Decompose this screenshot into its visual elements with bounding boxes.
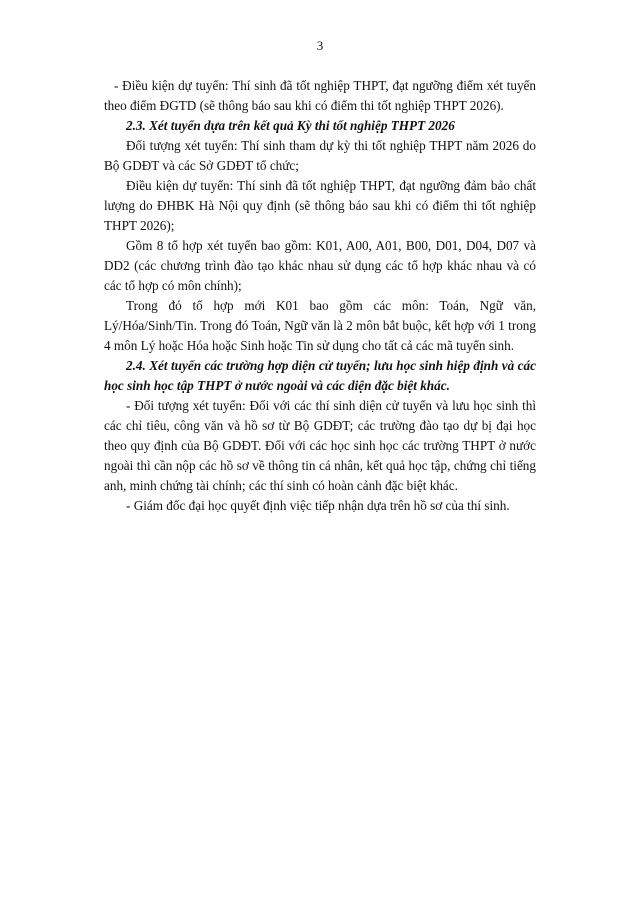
paragraph-subject-combinations: Gồm 8 tổ hợp xét tuyển bao gồm: K01, A00, A01, B00, D01, D04, D07 và DD2 (các chương trình đào tạo khác nhau sử dụng các tổ hợp khác nhau và có các tổ hợp có môn chính); (104, 238, 536, 293)
section-heading-2-4: 2.4. Xét tuyển các trường hợp diện cử tuyển; lưu học sinh hiệp định và các học sinh học tập THPT ở nước ngoài và các diện đặc biệt khác. (104, 358, 536, 393)
paragraph-director-decision: - Giám đốc đại học quyết định việc tiếp nhận dựa trên hồ sơ của thí sinh. (126, 498, 510, 513)
paragraph-special-candidates: - Đối tượng xét tuyển: Đối với các thí sinh diện cử tuyển và lưu học sinh thì các chỉ tiêu, công văn và hồ sơ từ Bộ GDĐT; các trường đào tạo dự bị đại học theo quy định của Bộ GDĐT. Đối với các học sinh học các trường THPT ở nước ngoài thì cần nộp các hồ sơ về thông tin cá nhân, kết quả học tập, chứng chỉ tiếng anh, minh chứng tài chính; các thí sinh có hoàn cảnh đặc biệt khác. (104, 398, 536, 493)
page-number: 3 (316, 38, 324, 53)
paragraph-k01-combination: Trong đó tổ hợp mới K01 bao gồm các môn: Toán, Ngữ văn, Lý/Hóa/Sinh/Tin. Trong đó Toán, Ngữ văn là 2 môn bắt buộc, kết hợp với 1 trong 4 môn Lý hoặc Hóa hoặc Sinh hoặc Tin sử dụng cho tất cả các mã tuyển sinh. (104, 298, 536, 353)
document-body (104, 76, 536, 516)
paragraph-admission-condition: Điều kiện dự tuyển: Thí sinh đã tốt nghiệp THPT, đạt ngưỡng đảm bảo chất lượng do ĐHBK Hà Nội quy định (sẽ thông báo sau khi có điểm thi tốt nghiệp THPT 2026); (104, 178, 536, 233)
paragraph-eligible-candidates: Đối tượng xét tuyển: Thí sinh tham dự kỳ thi tốt nghiệp THPT năm 2026 do Bộ GDĐT và các Sở GDĐT tổ chức; (104, 138, 536, 173)
admission-condition-dgtd: - Điều kiện dự tuyển: Thí sinh đã tốt nghiệp THPT, đạt ngưỡng điểm xét tuyển theo điểm ĐGTD (sẽ thông báo sau khi có điểm thi tốt nghiệp THPT 2026). (104, 78, 536, 113)
section-heading-2-3: 2.3. Xét tuyển dựa trên kết quả Kỳ thi tốt nghiệp THPT 2026 (126, 118, 455, 133)
